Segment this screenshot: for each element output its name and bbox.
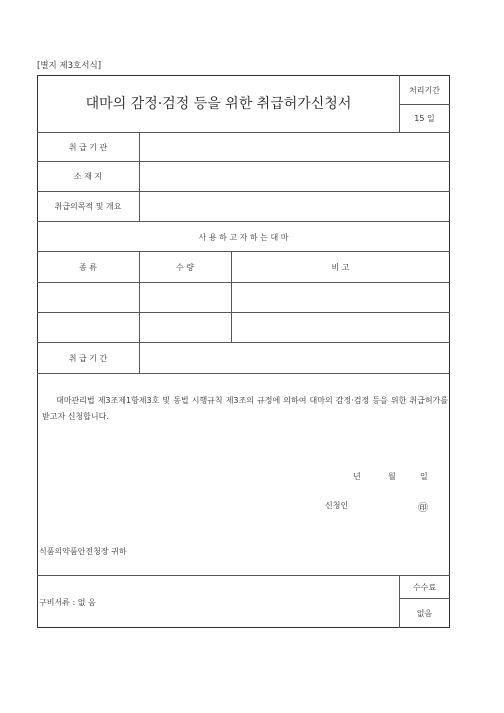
form-title: 대마의 감정·검정 등을 위한 취급허가신청서: [85, 96, 352, 112]
processing-value: 15 일: [414, 114, 435, 123]
purpose-label: 취급의목적 및 개요: [54, 202, 122, 211]
divider: [37, 132, 450, 133]
table-cell-quantity-1[interactable]: [141, 284, 229, 310]
form-label: [별지 제3호서식]: [37, 61, 102, 71]
column-quantity: 수 량: [176, 263, 194, 272]
divider: [37, 312, 450, 313]
handler-field[interactable]: [141, 134, 448, 160]
divider: [37, 161, 450, 162]
fee-label: 수수료: [412, 583, 437, 592]
handler-label: 취 급 기 관: [68, 143, 108, 152]
divider: [37, 251, 450, 252]
processing-label: 처리기간: [409, 86, 440, 95]
fee-value: 없음: [416, 609, 433, 618]
applicant-label: 신청인: [325, 501, 349, 510]
purpose-field[interactable]: [141, 193, 448, 219]
divider: [37, 191, 450, 192]
date-year: 년: [353, 472, 361, 481]
statement-text: 대마관리법 제3조제1항제3호 및 동법 시행규칙 제3조의 규정에 의하여 대마의 감정·검정 등을 위한 취급허가를 받고자 신청합니다.: [42, 396, 448, 421]
table-cell-kind-1[interactable]: [39, 284, 137, 310]
divider: [399, 598, 450, 599]
section-title: 사 용 하 고 자 하 는 대 마: [198, 233, 289, 242]
table-cell-remarks-2[interactable]: [233, 314, 448, 340]
date-day: 일: [420, 472, 428, 481]
table-cell-remarks-1[interactable]: [233, 284, 448, 310]
table-cell-kind-2[interactable]: [39, 314, 137, 340]
seal-mark: ㊞: [418, 503, 428, 514]
divider: [37, 221, 450, 222]
divider: [37, 342, 450, 343]
column-remarks: 비 고: [331, 263, 350, 272]
period-field[interactable]: [141, 344, 448, 371]
divider: [37, 575, 450, 576]
column-kind: 종 류: [79, 263, 97, 272]
table-cell-quantity-2[interactable]: [141, 314, 229, 340]
divider: [37, 373, 450, 374]
recipient-text: 식품의약품안전청장 귀하: [39, 547, 127, 556]
date-month: 월: [388, 472, 396, 481]
location-label: 소 재 지: [73, 172, 103, 181]
location-field[interactable]: [141, 163, 448, 189]
divider: [399, 104, 450, 105]
documents-text: 구비서류 : 없 음: [39, 598, 96, 607]
divider: [139, 132, 140, 221]
period-label: 취 급 기 간: [68, 354, 108, 363]
divider: [37, 282, 450, 283]
